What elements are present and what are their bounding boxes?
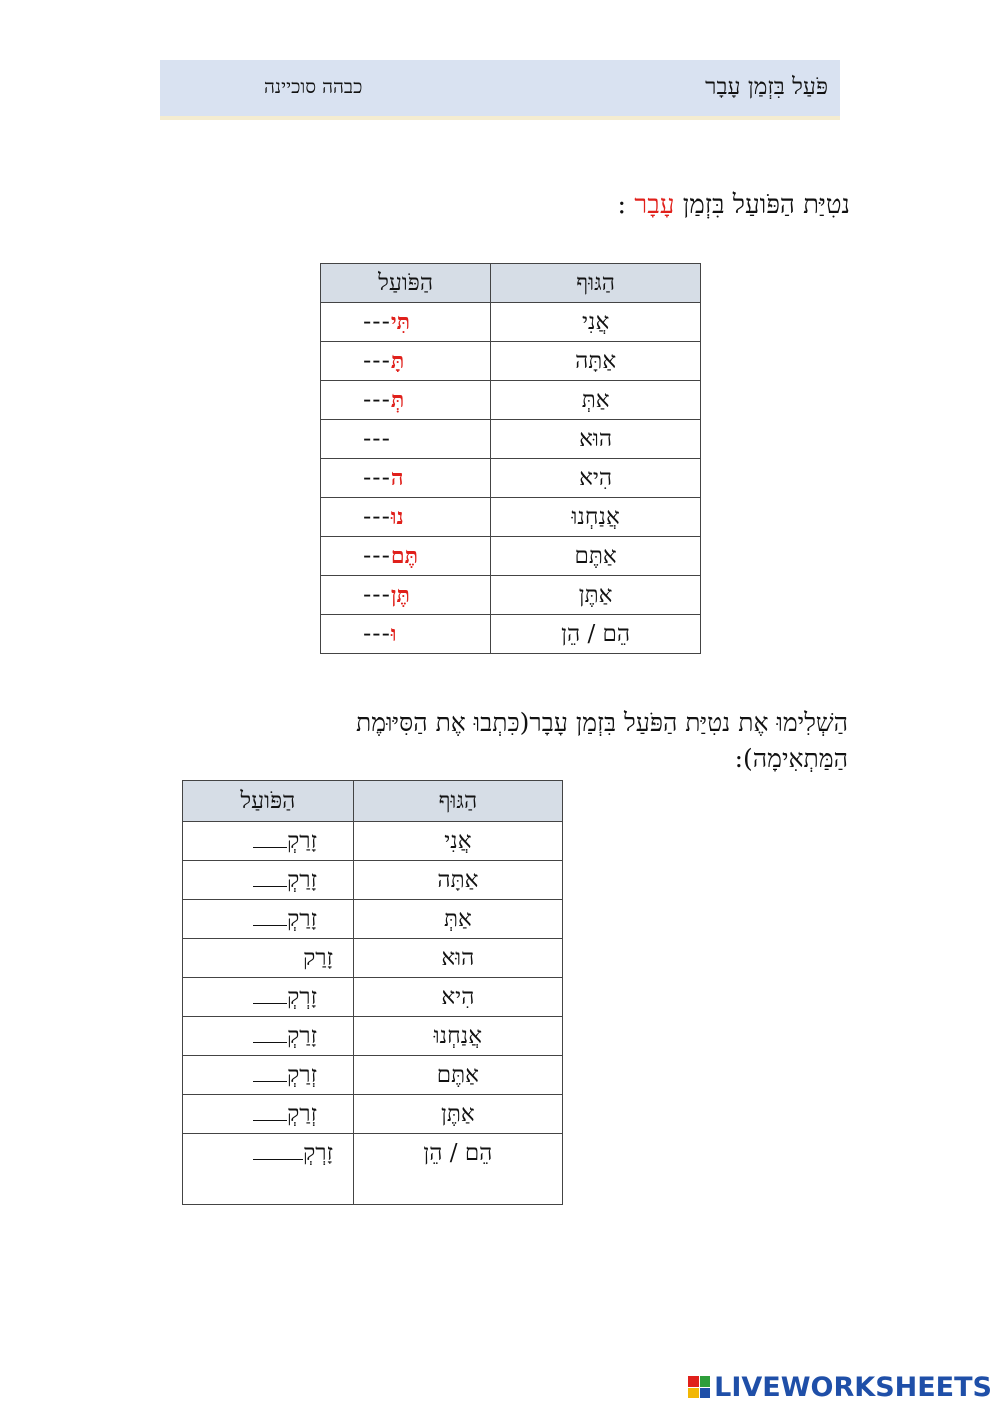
verb-stem: זָרַקְ <box>287 1023 318 1049</box>
pronoun-cell: אַתָּה <box>491 342 701 381</box>
column-header-pronoun: הַגּוּף <box>491 264 701 303</box>
verb-cell <box>321 537 491 576</box>
table-row <box>183 1095 563 1134</box>
past-suffix: תֶּן <box>390 582 410 608</box>
worksheet-header <box>160 60 840 120</box>
pronoun-cell: אַתְּ <box>353 900 562 939</box>
pronoun-cell: הֵם / הֵן <box>353 1134 562 1205</box>
dash-placeholder: --- <box>363 504 391 530</box>
pronoun-cell: אַתֶּן <box>491 576 701 615</box>
table-row <box>183 1056 563 1095</box>
past-suffix: נוּ <box>390 504 404 530</box>
table-row <box>183 939 563 978</box>
pronoun-cell: אַתֶּם <box>491 537 701 576</box>
past-suffix: תְּ <box>390 387 405 413</box>
dash-placeholder: --- <box>363 621 391 647</box>
verb-stem: זָרַקְ <box>287 906 318 932</box>
verb-cell <box>183 822 354 861</box>
table-row <box>321 615 701 654</box>
verb-cell <box>183 1017 354 1056</box>
logo-text: LIVEWORKSHEETS <box>714 1371 992 1403</box>
verb-cell <box>183 1056 354 1095</box>
liveworksheets-logo <box>688 1369 992 1405</box>
section1-heading-prefix: נטִיַּת הַפֹּועַל בִּזְמַן <box>682 190 850 220</box>
answer-blank[interactable] <box>253 1024 287 1043</box>
table-row <box>183 900 563 939</box>
pronoun-cell: אַתְּ <box>491 381 701 420</box>
answer-blank[interactable] <box>253 829 287 848</box>
past-suffix: תֶּם <box>390 543 419 569</box>
answer-blank[interactable] <box>253 868 287 887</box>
pronoun-cell: אֲנַחְנוּ <box>353 1017 562 1056</box>
dash-placeholder: --- <box>363 387 391 413</box>
pronoun-cell: הִיא <box>491 459 701 498</box>
table-row <box>321 342 701 381</box>
table-row <box>183 978 563 1017</box>
conjugation-table <box>320 263 701 654</box>
pronoun-cell: הִיא <box>353 978 562 1017</box>
section1-heading-suffix: : <box>617 190 635 220</box>
verb-cell <box>321 576 491 615</box>
column-header-verb: הַפֹּועַל <box>321 264 491 303</box>
exercise-table <box>182 780 563 1205</box>
verb-cell <box>321 615 491 654</box>
pronoun-cell: אַתֶּן <box>353 1095 562 1134</box>
dash-placeholder: --- <box>363 426 391 452</box>
pronoun-cell: אֲנַחְנוּ <box>491 498 701 537</box>
table-row <box>183 822 563 861</box>
verb-cell <box>321 381 491 420</box>
table-row <box>321 498 701 537</box>
answer-blank[interactable] <box>253 907 287 926</box>
verb-stem: זְרַקְ <box>287 1101 318 1127</box>
verb-cell <box>183 1134 354 1205</box>
verb-cell <box>321 342 491 381</box>
answer-blank[interactable] <box>253 1102 287 1121</box>
table-row <box>321 459 701 498</box>
table-row <box>321 420 701 459</box>
worksheet-title: פֹּעַל בִּזְמַן עָבָר <box>705 74 828 100</box>
liveworksheets-logo-icon <box>688 1376 710 1398</box>
past-suffix: וּ <box>390 621 397 647</box>
dash-placeholder: --- <box>363 582 391 608</box>
pronoun-cell: אַתָּה <box>353 861 562 900</box>
verb-cell <box>183 861 354 900</box>
verb-cell <box>321 459 491 498</box>
verb-cell <box>321 303 491 342</box>
verb-cell <box>183 900 354 939</box>
pronoun-cell: הוּא <box>491 420 701 459</box>
verb-cell <box>183 1095 354 1134</box>
pronoun-cell: אֲנִי <box>353 822 562 861</box>
verb-stem: זְרַקְ <box>287 1062 318 1088</box>
column-header-verb: הַפֹּועַל <box>183 781 354 822</box>
verb-stem: זָרַקְ <box>287 867 318 893</box>
verb-cell <box>183 939 354 978</box>
past-suffix: תִּי <box>390 309 411 335</box>
answer-blank[interactable] <box>253 1063 287 1082</box>
table-row <box>321 303 701 342</box>
worksheet-author: כבהה סוכיינה <box>264 76 363 98</box>
verb-cell <box>183 978 354 1017</box>
dash-placeholder: --- <box>363 348 391 374</box>
dash-placeholder: --- <box>363 543 391 569</box>
verb-stem: זָרְקְ <box>303 1140 334 1166</box>
answer-blank[interactable] <box>253 985 287 1004</box>
verb-stem: זָרַקְ <box>287 828 318 854</box>
verb-cell <box>321 420 491 459</box>
past-suffix: ה <box>390 465 404 491</box>
pronoun-cell: הוּא <box>353 939 562 978</box>
pronoun-cell: אֲנִי <box>491 303 701 342</box>
pronoun-cell: הֵם / הֵן <box>491 615 701 654</box>
pronoun-cell: אַתֶּם <box>353 1056 562 1095</box>
table-row <box>321 537 701 576</box>
past-suffix: תָּ <box>390 348 405 374</box>
verb-cell <box>321 498 491 537</box>
exercise-instruction: הַשְׁלִימוּ אֶת נטִיַּת הַפֹּעַל בִּזְמַן עָבָר(כִּתְבוּ אֶת הַסִּיּוּמֶת הַמַּתְאִימָה): <box>356 708 848 773</box>
answer-blank[interactable] <box>253 1141 303 1160</box>
column-header-pronoun: הַגּוּף <box>353 781 562 822</box>
dash-placeholder: --- <box>363 465 391 491</box>
table-row <box>183 1134 563 1205</box>
dash-placeholder: --- <box>363 309 391 335</box>
verb-stem: זָרַק <box>303 945 334 971</box>
table-row <box>183 1017 563 1056</box>
table-row <box>321 381 701 420</box>
section1-heading <box>617 190 850 220</box>
section1-heading-red: עָבָר <box>634 190 675 220</box>
table-row <box>321 576 701 615</box>
table-row <box>183 861 563 900</box>
verb-stem: זָרְקְ <box>287 984 318 1010</box>
